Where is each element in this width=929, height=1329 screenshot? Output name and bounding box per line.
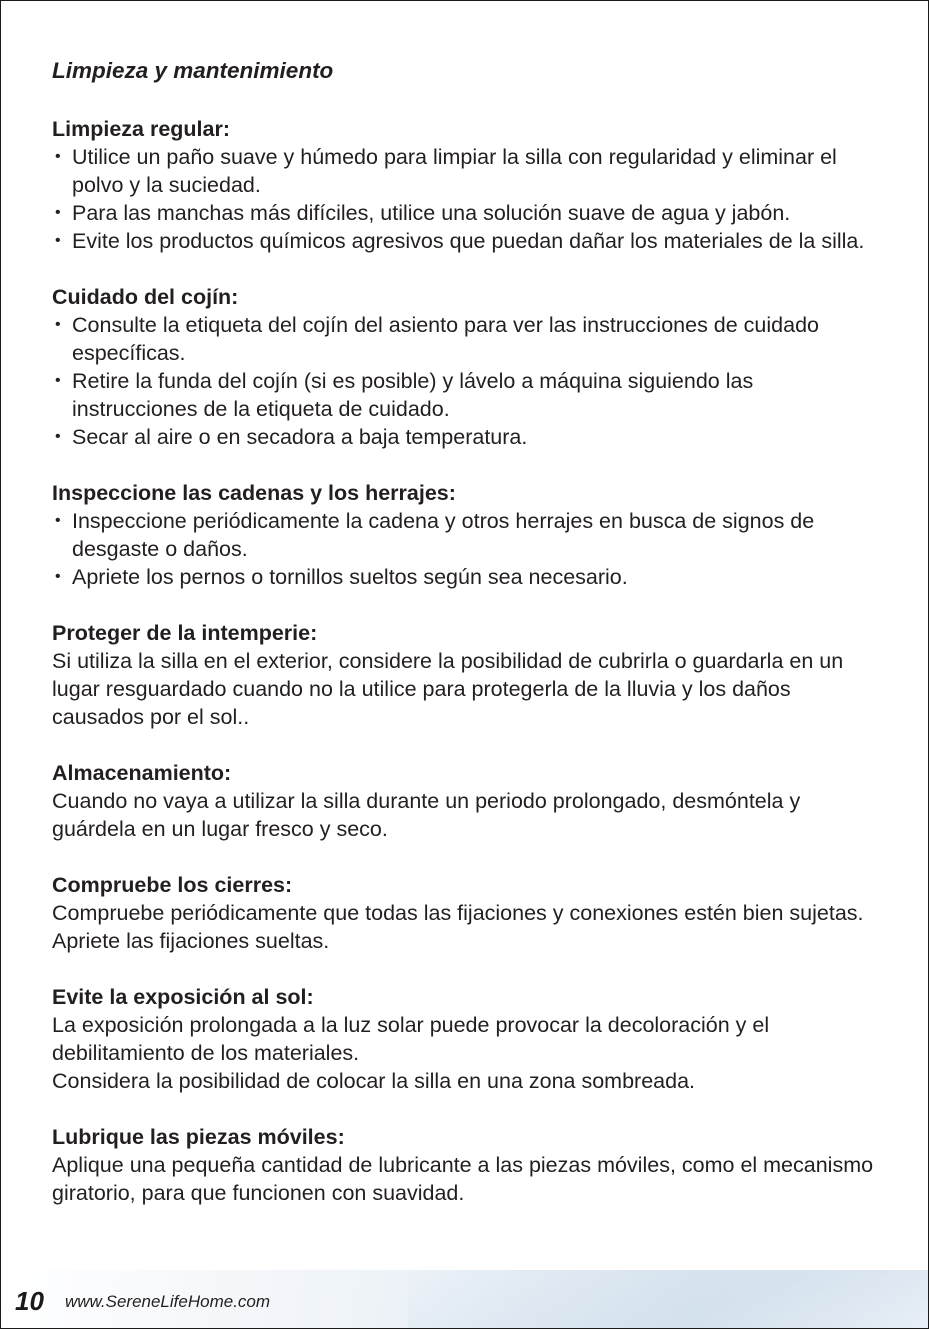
- bullet-list: [52, 143, 882, 255]
- list-item: • Secar al aire o en secadora a baja temperatura.: [52, 423, 882, 451]
- list-item: • Inspeccione periódicamente la cadena y otros herrajes en busca de signos de desgaste o daños.: [52, 507, 882, 563]
- list-item: • Apriete los pernos o tornillos sueltos según sea necesario.: [52, 563, 882, 591]
- bullet-list: [52, 507, 882, 591]
- section-heading: Compruebe los cierres:: [52, 873, 293, 897]
- list-item: • Retire la funda del cojín (si es posible) y lávelo a máquina siguiendo las instrucciones de la etiqueta de cuidado.: [52, 367, 882, 423]
- section-almacenamiento: [52, 759, 882, 843]
- section-intemperie: [52, 619, 882, 731]
- paragraph: Considera la posibilidad de colocar la silla en una zona sombreada.: [52, 1069, 696, 1093]
- section-cierres: [52, 871, 882, 955]
- paragraph: Aplique una pequeña cantidad de lubricante a las piezas móviles, como el mecanismo giratorio, para que funcionen con suavidad.: [52, 1153, 874, 1205]
- website-url: www.SereneLifeHome.com: [65, 1292, 271, 1311]
- section-heading: Inspeccione las cadenas y los herrajes:: [52, 481, 456, 505]
- section-exposicion-sol: [52, 983, 882, 1095]
- page-title: Limpieza y mantenimiento: [52, 58, 334, 83]
- section-cadenas-herrajes: [52, 479, 882, 591]
- paragraph: Si utiliza la silla en el exterior, considere la posibilidad de cubrirla o guardarla en un lugar resguardado cuando no la utilice para protegerla de la lluvia y los daños causados por el sol..: [52, 649, 844, 729]
- section-cuidado-cojin: [52, 283, 882, 451]
- list-item: • Evite los productos químicos agresivos que puedan dañar los materiales de la silla.: [52, 227, 882, 255]
- section-heading: Evite la exposición al sol:: [52, 985, 314, 1009]
- section-lubrique: [52, 1123, 882, 1207]
- bullet-list: [52, 311, 882, 451]
- section-heading: Cuidado del cojín:: [52, 285, 239, 309]
- section-heading: Proteger de la intemperie:: [52, 621, 318, 645]
- list-item: • Para las manchas más difíciles, utilice una solución suave de agua y jabón.: [52, 199, 882, 227]
- list-item: • Utilice un paño suave y húmedo para limpiar la silla con regularidad y eliminar el polvo y la suciedad.: [52, 143, 882, 199]
- section-heading: Lubrique las piezas móviles:: [52, 1125, 345, 1149]
- footer-decoration: [408, 1270, 928, 1328]
- section-heading: Limpieza regular:: [52, 117, 231, 141]
- paragraph: Compruebe periódicamente que todas las fijaciones y conexiones estén bien sujetas.: [52, 901, 864, 925]
- paragraph: La exposición prolongada a la luz solar puede provocar la decoloración y el debilitamiento de los materiales.: [52, 1013, 770, 1065]
- paragraph: Apriete las fijaciones sueltas.: [52, 929, 330, 953]
- paragraph: Cuando no vaya a utilizar la silla durante un periodo prolongado, desmóntela y guárdela en un lugar fresco y seco.: [52, 789, 801, 841]
- list-item: • Consulte la etiqueta del cojín del asiento para ver las instrucciones de cuidado específicas.: [52, 311, 882, 367]
- page-content: [52, 55, 882, 1235]
- section-heading: Almacenamiento:: [52, 761, 232, 785]
- page-number: 10: [15, 1286, 44, 1316]
- footer-band: [1, 1270, 928, 1328]
- section-limpieza-regular: [52, 115, 882, 255]
